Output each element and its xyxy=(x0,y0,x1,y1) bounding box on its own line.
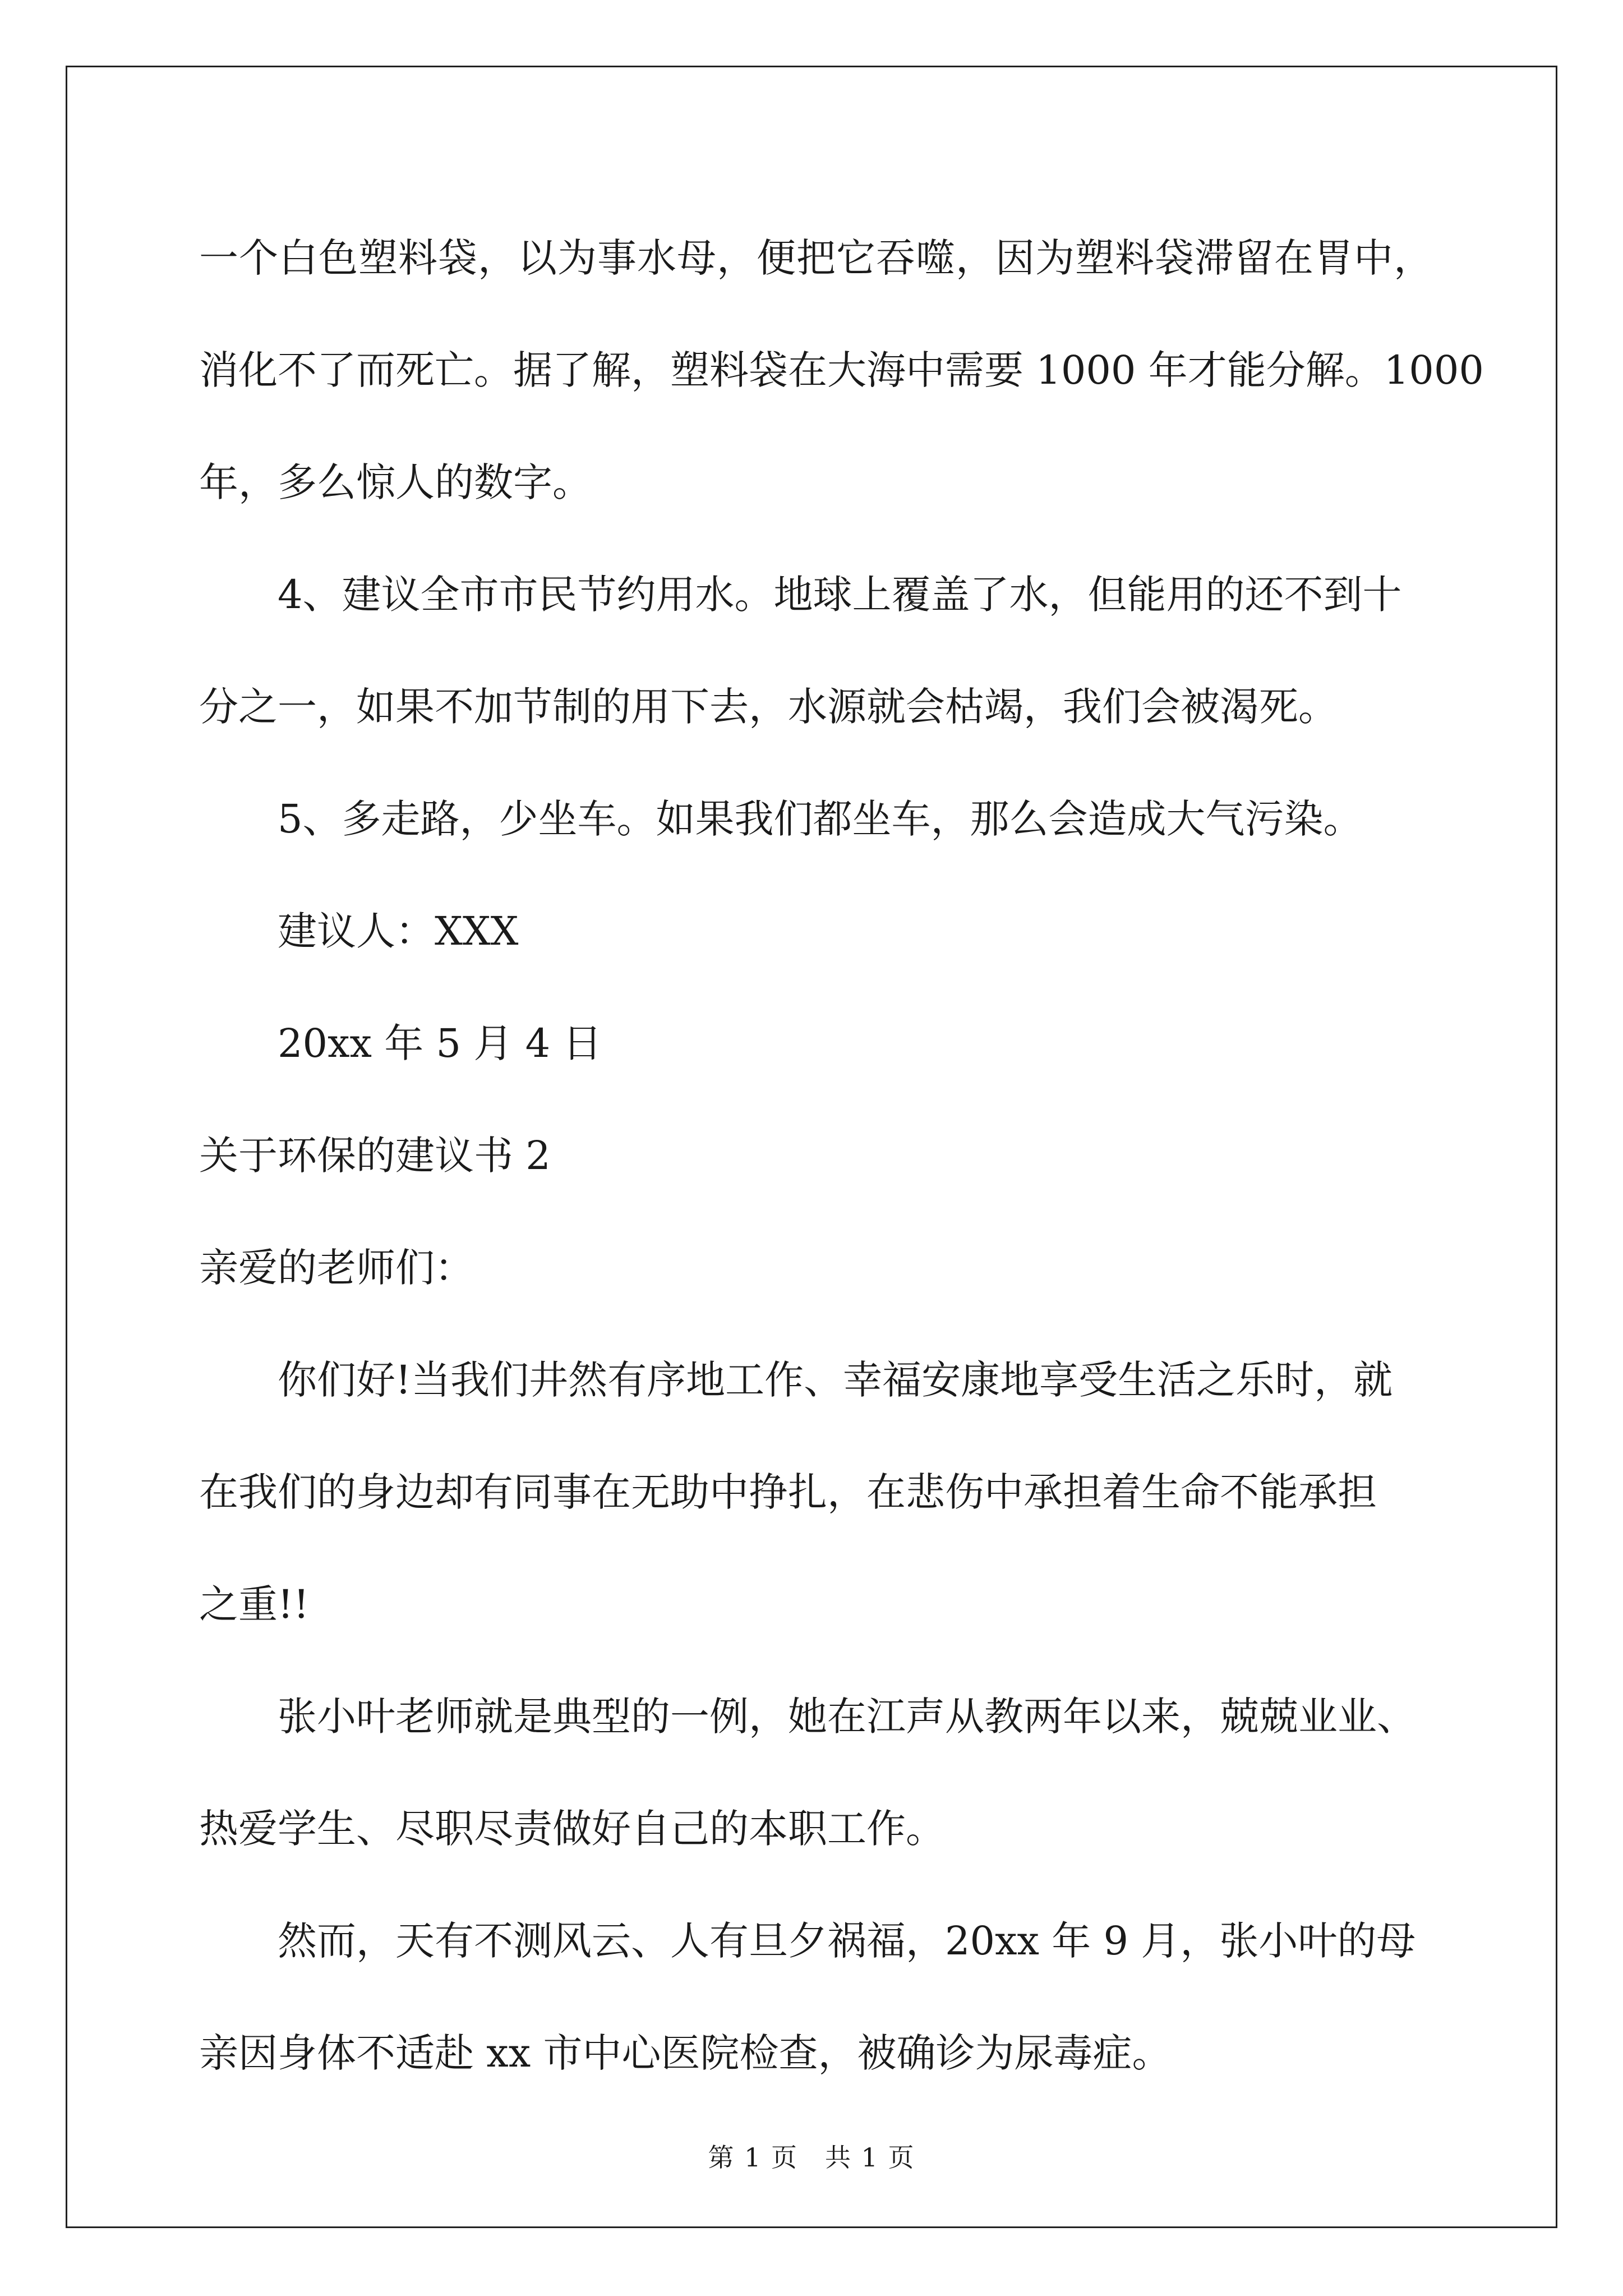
text-line: 你们好!当我们井然有序地工作、幸福安康地享受生活之乐时，就 xyxy=(278,1357,1393,1403)
text-line: 然而，天有不测风云、人有旦夕祸福，20xx 年 9 月，张小叶的母 xyxy=(278,1918,1416,1964)
text-line: 热爱学生、尽职尽责做好自己的本职工作。 xyxy=(199,1806,945,1852)
text-line: 分之一，如果不加节制的用下去，水源就会枯竭，我们会被渴死。 xyxy=(199,684,1338,730)
text-line: 之重!! xyxy=(199,1581,310,1627)
section-title: 关于环保的建议书 2 xyxy=(199,1133,551,1179)
text-line: 在我们的身边却有同事在无助中挣扎，在悲伤中承担着生命不能承担 xyxy=(199,1469,1377,1515)
text-line: 4、建议全市市民节约用水。地球上覆盖了水，但能用的还不到十 xyxy=(278,572,1402,618)
text-line: 消 化 不 了 而 死 亡 。 据 了 解 ， 塑 料 袋 在 大 海 中 需 要 1 0 0 0 年 才 能 分 解 。 1 0 0 0 xyxy=(199,347,1484,393)
page-footer: 第 1 页 共 1 页 xyxy=(708,2142,915,2173)
text-line: 5、多走路，少坐车。如果我们都坐车，那么会造成大气污染。 xyxy=(278,796,1363,842)
signer-line: 建议人：XXX xyxy=(278,908,519,954)
text-line: 张小叶老师就是典型的一例，她在江声从教两年以来，兢兢业业、 xyxy=(278,1694,1416,1740)
date-line: 20xx 年 5 月 4 日 xyxy=(278,1020,602,1066)
text-line: 亲因身体不适赴 xx 市中心医院检查，被确诊为尿毒症。 xyxy=(199,2030,1172,2076)
salutation: 亲爱的老师们： xyxy=(199,1245,474,1291)
text-line: 年，多么惊人的数字。 xyxy=(199,459,592,505)
text-line: 一 个 白 色 塑 料 袋 ， 以 为 事 水 母 ， 便 把 它 吞 噬 ， 因 为 塑 料 袋 滞 留 在 胃 中 ， xyxy=(199,235,1433,281)
